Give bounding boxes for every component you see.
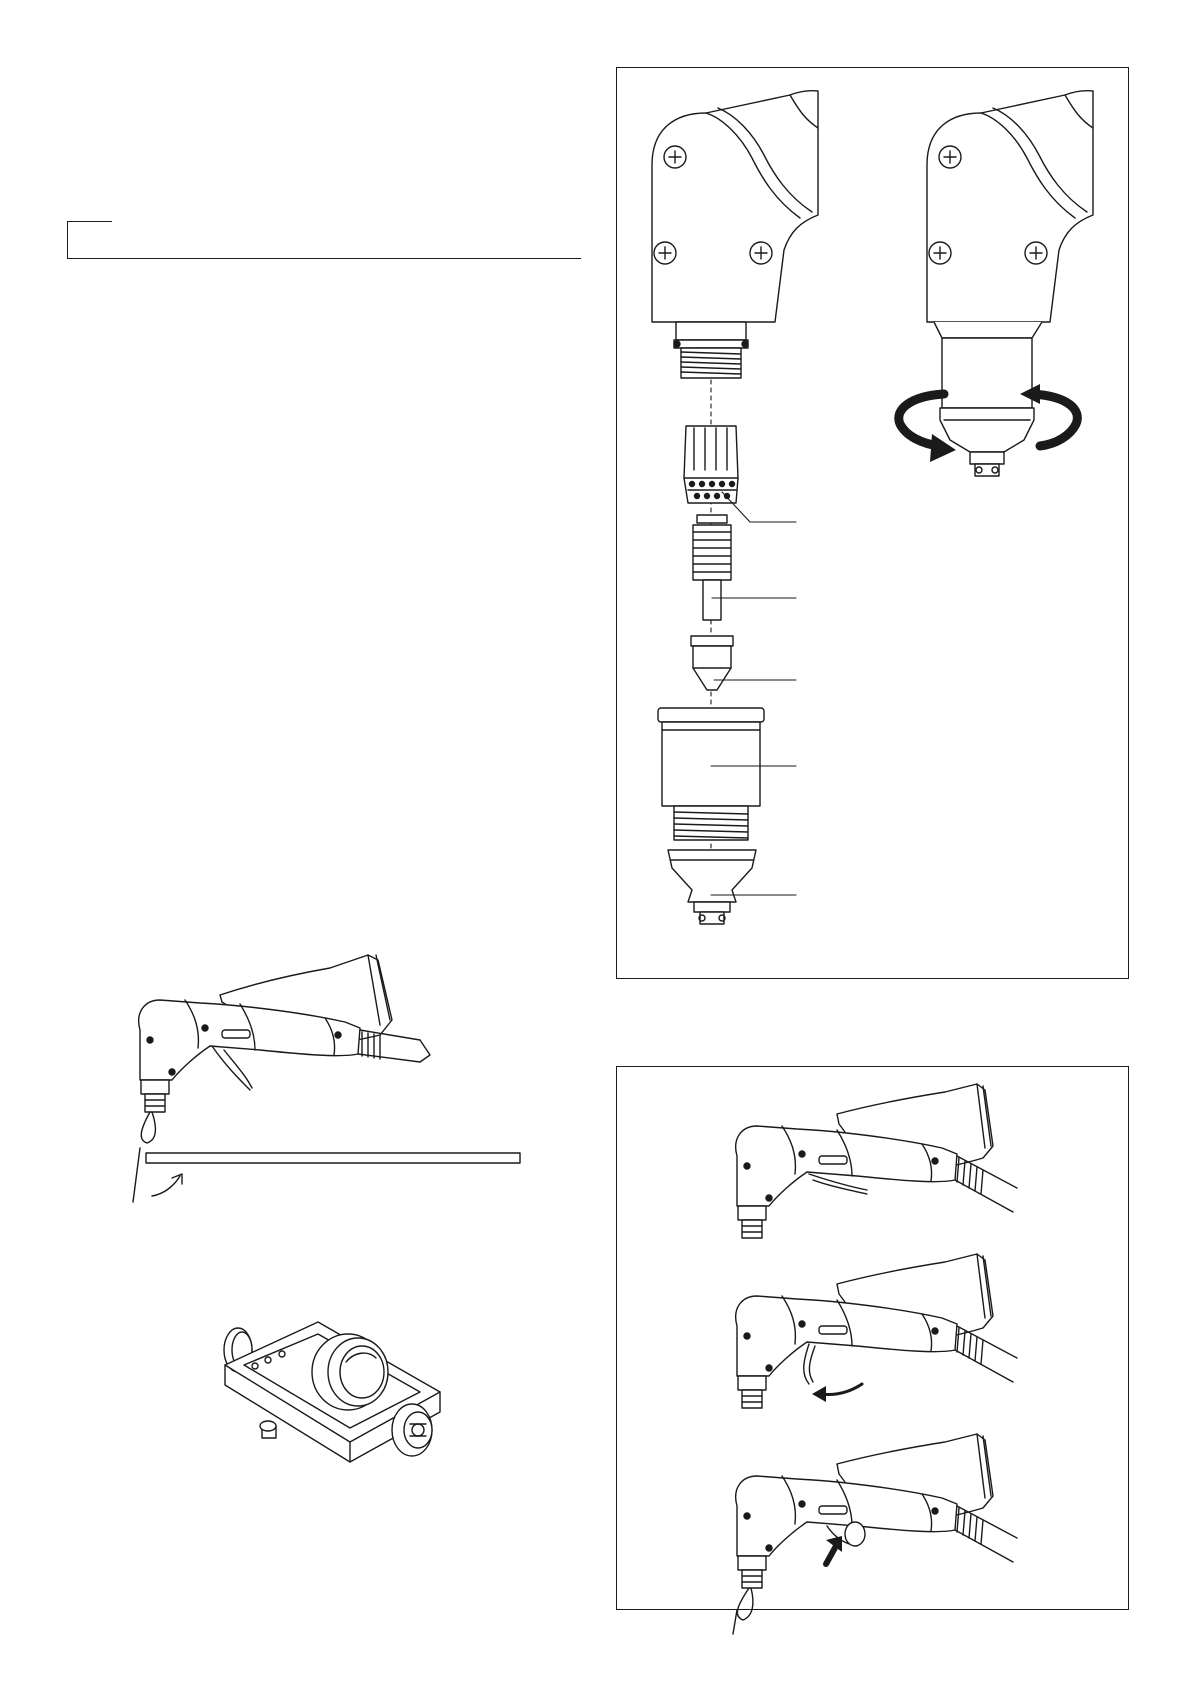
nozzle-holder: [658, 708, 764, 840]
screw-icon: [1025, 242, 1047, 264]
swirl-ring: [684, 426, 738, 503]
screw-icon: [664, 146, 686, 168]
nozzle-tip: [691, 636, 733, 690]
torch-head-right: [927, 91, 1093, 476]
electrode: [693, 515, 731, 620]
screw-icon: [654, 242, 676, 264]
screw-icon: [939, 146, 961, 168]
torch-step-release-lever: [736, 1254, 1017, 1408]
angle-arc: [152, 1176, 180, 1196]
torch-cutting-angle: [120, 950, 530, 1210]
section-marker-box: [67, 221, 112, 258]
push-arrow-icon: [826, 1536, 842, 1564]
screw-icon: [929, 242, 951, 264]
torch-trigger-sequence: [616, 1066, 1129, 1610]
workpiece-plate: [146, 1153, 520, 1163]
section-heading-rule: [67, 258, 581, 259]
shield-cup: [668, 850, 756, 924]
screw-icon: [750, 242, 772, 264]
perpendicular-line: [133, 1148, 140, 1202]
torch-step-idle: [736, 1084, 1017, 1238]
torch-head-left: [652, 91, 818, 378]
torch-step-press-trigger: [733, 1434, 1017, 1634]
torch-consumables-exploded-view: [616, 67, 1129, 979]
cutting-guide-trolley: [210, 1300, 460, 1480]
curved-arrow-icon: [812, 1384, 862, 1402]
